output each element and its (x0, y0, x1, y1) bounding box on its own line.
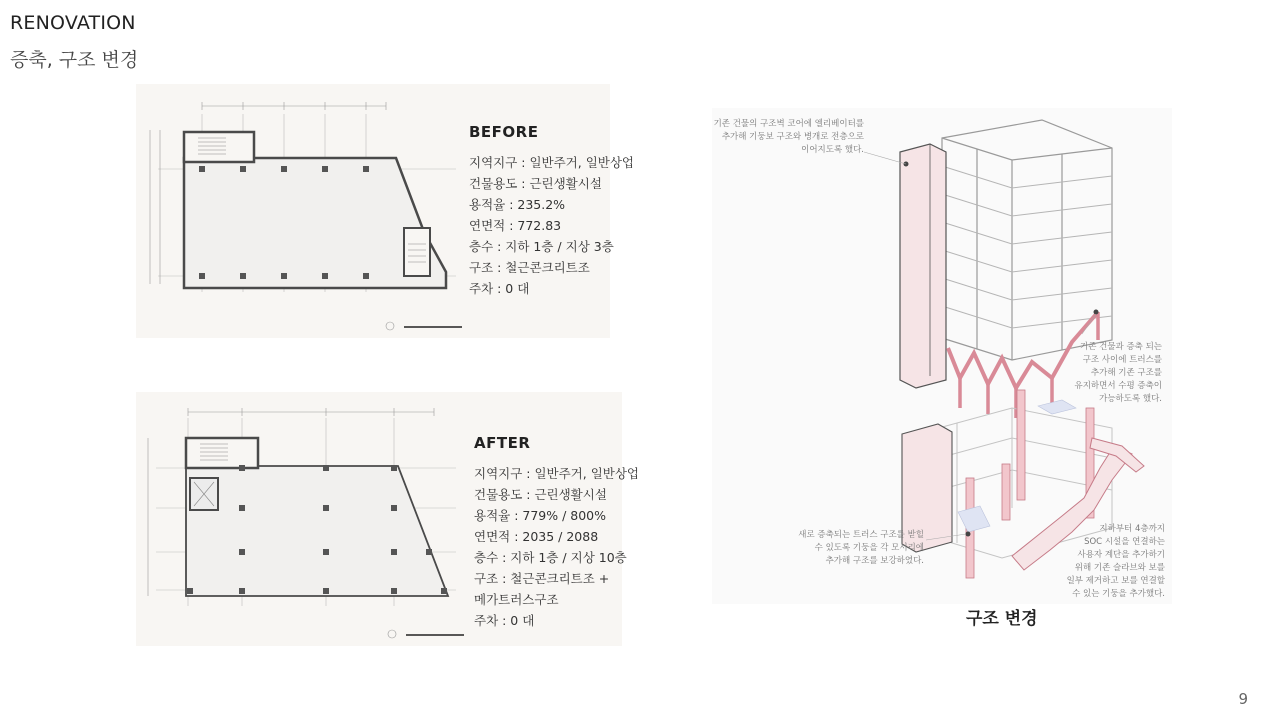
annotation-line: 사용자 계단을 추가하기 (1077, 550, 1165, 560)
annotation-line: 가능하도록 했다. (1099, 394, 1162, 404)
annotation-line: 유지하면서 수평 증축이 (1074, 381, 1162, 391)
annotation-columns (770, 529, 924, 568)
annotation-core (700, 118, 864, 157)
annotation-line: 수 있도록 기둥을 각 모서리에 (814, 543, 924, 553)
annotation-line: 기존 건물의 구조벽 코어에 엘리베이터를 (713, 119, 864, 129)
annotation-stairs (1040, 523, 1165, 601)
annotation-line: 추가해 기둥보 구조와 병개로 전층으로 (721, 132, 864, 142)
spec-row: 용적율 : 779% / 800% (474, 508, 607, 523)
annotation-line: 일부 제거하고 보를 연결할 (1066, 576, 1165, 586)
page-subtitle: 증축, 구조 변경 (10, 49, 139, 71)
spec-row: 메가트러스구조 (474, 592, 559, 607)
spec-row: 지역지구 : 일반주거, 일반상업 (474, 466, 640, 481)
annotation-line: 위해 기존 슬라브와 보를 (1074, 563, 1165, 573)
before-heading: BEFORE (469, 123, 539, 141)
annotation-line: 기존 건물과 증축 되는 (1079, 342, 1162, 352)
annotation-line: 추가해 구조를 보강하였다. (825, 556, 924, 566)
annotation-line: 새로 증축되는 트러스 구조를 받힐 (798, 530, 924, 540)
diagram-caption: 구조 변경 (966, 609, 1038, 629)
page-number: 9 (1238, 690, 1248, 708)
page-title: RENOVATION (10, 12, 136, 34)
annotation-line: 이어지도록 했다. (801, 145, 864, 155)
annotation-line: 구조 사이에 트러스를 (1082, 355, 1162, 365)
spec-row: 구조 : 철근콘크리트조 + (474, 571, 610, 586)
annotation-line: 수 있는 기둥을 추가했다. (1072, 589, 1165, 599)
spec-row: 지역지구 : 일반주거, 일반상업 (469, 155, 635, 170)
annotation-truss (1050, 341, 1162, 406)
spec-row: 주차 : 0 대 (474, 613, 535, 628)
spec-row: 층수 : 지하 1층 / 지상 3층 (469, 239, 614, 254)
spec-row: 주차 : 0 대 (469, 281, 530, 296)
spec-row: 건물용도 : 근린생활시설 (469, 176, 602, 191)
annotation-line: SOC 시설을 연결하는 (1084, 537, 1165, 547)
after-heading: AFTER (474, 434, 531, 452)
spec-row: 용적율 : 235.2% (469, 197, 566, 212)
after-specs (474, 433, 639, 631)
spec-row: 건물용도 : 근린생활시설 (474, 487, 607, 502)
annotation-line: 지하부터 4층까지 (1099, 524, 1165, 534)
before-specs (469, 122, 634, 299)
spec-row: 층수 : 지하 1층 / 지상 10층 (474, 550, 627, 565)
spec-row: 연면적 : 772.83 (469, 218, 562, 233)
annotation-line: 추가해 기존 구조를 (1090, 368, 1162, 378)
spec-row: 연면적 : 2035 / 2088 (474, 529, 599, 544)
spec-row: 구조 : 철근콘크리트조 (469, 260, 590, 275)
